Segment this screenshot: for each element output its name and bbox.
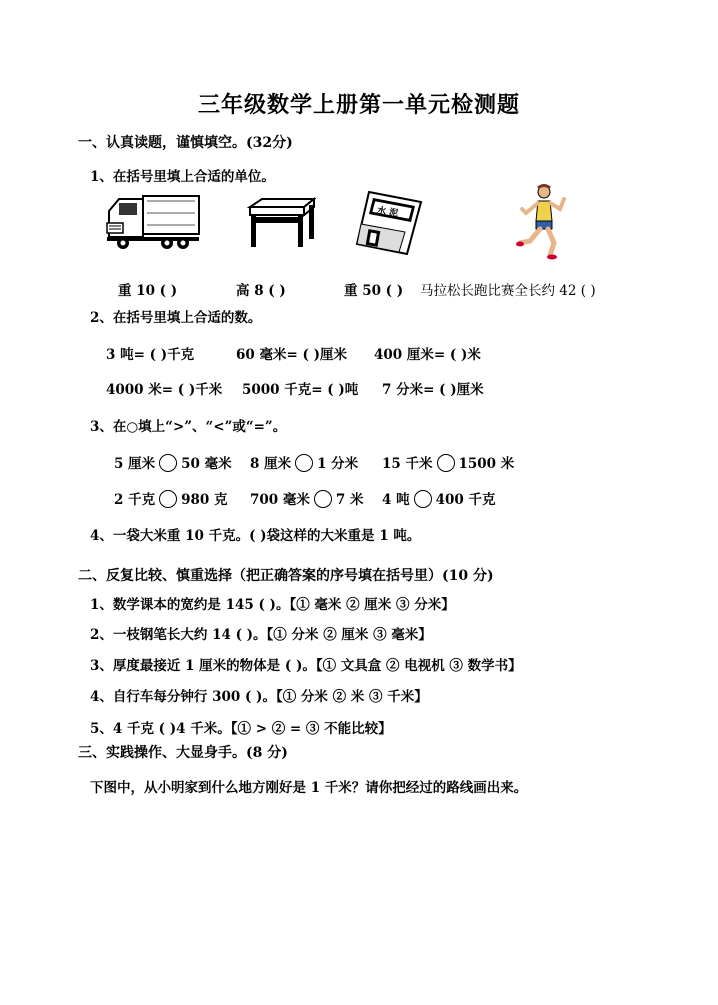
question-3-label: 3、在○填上“>”、“<”或“=”。 bbox=[90, 419, 287, 435]
q2-row2-item-1: 4000 米= ( )千米 bbox=[106, 382, 223, 398]
q2-row2-item-3: 7 分米= ( )厘米 bbox=[382, 382, 484, 398]
q3-compare-1: 5 厘米 50 毫米 bbox=[114, 456, 232, 472]
truck-icon bbox=[105, 193, 201, 249]
question-2-label: 2、在括号里填上合适的数。 bbox=[90, 310, 262, 326]
q3-compare-6: 4 吨 400 千克 bbox=[382, 492, 496, 508]
compare-circle[interactable] bbox=[159, 490, 177, 508]
compare-circle[interactable] bbox=[314, 490, 332, 508]
cement-bag-icon bbox=[355, 190, 423, 256]
runner-icon bbox=[516, 183, 568, 261]
q2-row1-item-1: 3 吨= ( )千克 bbox=[106, 347, 195, 363]
q3-compare-3: 15 千米 1500 米 bbox=[382, 456, 515, 472]
q1-item-weight-50: 重 50 ( ) bbox=[344, 283, 404, 299]
compare-circle[interactable] bbox=[437, 454, 455, 472]
s2-question-4: 4、自行车每分钟行 300 ( )。【① 分米 ② 米 ③ 千米】 bbox=[90, 689, 428, 705]
q1-item-weight-10: 重 10 ( ) bbox=[118, 283, 178, 299]
compare-circle[interactable] bbox=[414, 490, 432, 508]
compare-circle[interactable] bbox=[159, 454, 177, 472]
s2-question-3: 3、厚度最接近 1 厘米的物体是 ( )。【① 文具盒 ② 电视机 ③ 数学书】 bbox=[90, 658, 522, 674]
question-1-label: 1、在括号里填上合适的单位。 bbox=[90, 169, 275, 185]
q2-row1-item-2: 60 毫米= ( )厘米 bbox=[236, 347, 347, 363]
q3-compare-5: 700 毫米 7 米 bbox=[250, 492, 364, 508]
q3-compare-4: 2 千克 980 克 bbox=[114, 492, 228, 508]
section-2-heading: 二、反复比较、慎重选择（把正确答案的序号填在括号里）(10 分) bbox=[78, 568, 494, 584]
desk-icon bbox=[246, 197, 316, 251]
section-3-heading: 三、实践操作、大显身手。(8 分) bbox=[78, 745, 288, 761]
question-4-label: 4、一袋大米重 10 千克。( )袋这样的大米重是 1 吨。 bbox=[90, 528, 421, 544]
section-3-instruction: 下图中，从小明家到什么地方刚好是 1 千米？请你把经过的路线画出来。 bbox=[90, 780, 528, 796]
q1-item-height-8: 高 8 ( ) bbox=[236, 283, 286, 299]
q2-row2-item-2: 5000 千克= ( )吨 bbox=[242, 382, 359, 398]
q1-item-marathon: 马拉松长跑比赛全长约 42 ( ) bbox=[420, 283, 596, 299]
section-1-heading: 一、认真读题，谨慎填空。(32分) bbox=[78, 135, 293, 151]
s2-question-5: 5、4 千克 ( )4 千米。【① > ② = ③ 不能比较】 bbox=[90, 721, 392, 737]
compare-circle[interactable] bbox=[295, 454, 313, 472]
cement-bag-label: 水 泥 bbox=[376, 205, 399, 220]
q3-compare-2: 8 厘米 1 分米 bbox=[250, 456, 359, 472]
page-title: 三年级数学上册第一单元检测题 bbox=[197, 92, 520, 118]
s2-question-1: 1、数学课本的宽约是 145 ( )。【① 毫米 ② 厘米 ③ 分米】 bbox=[90, 597, 455, 613]
s2-question-2: 2、一枝钢笔长大约 14 ( )。【① 分米 ② 厘米 ③ 毫米】 bbox=[90, 627, 432, 643]
q2-row1-item-3: 400 厘米= ( )米 bbox=[374, 347, 481, 363]
